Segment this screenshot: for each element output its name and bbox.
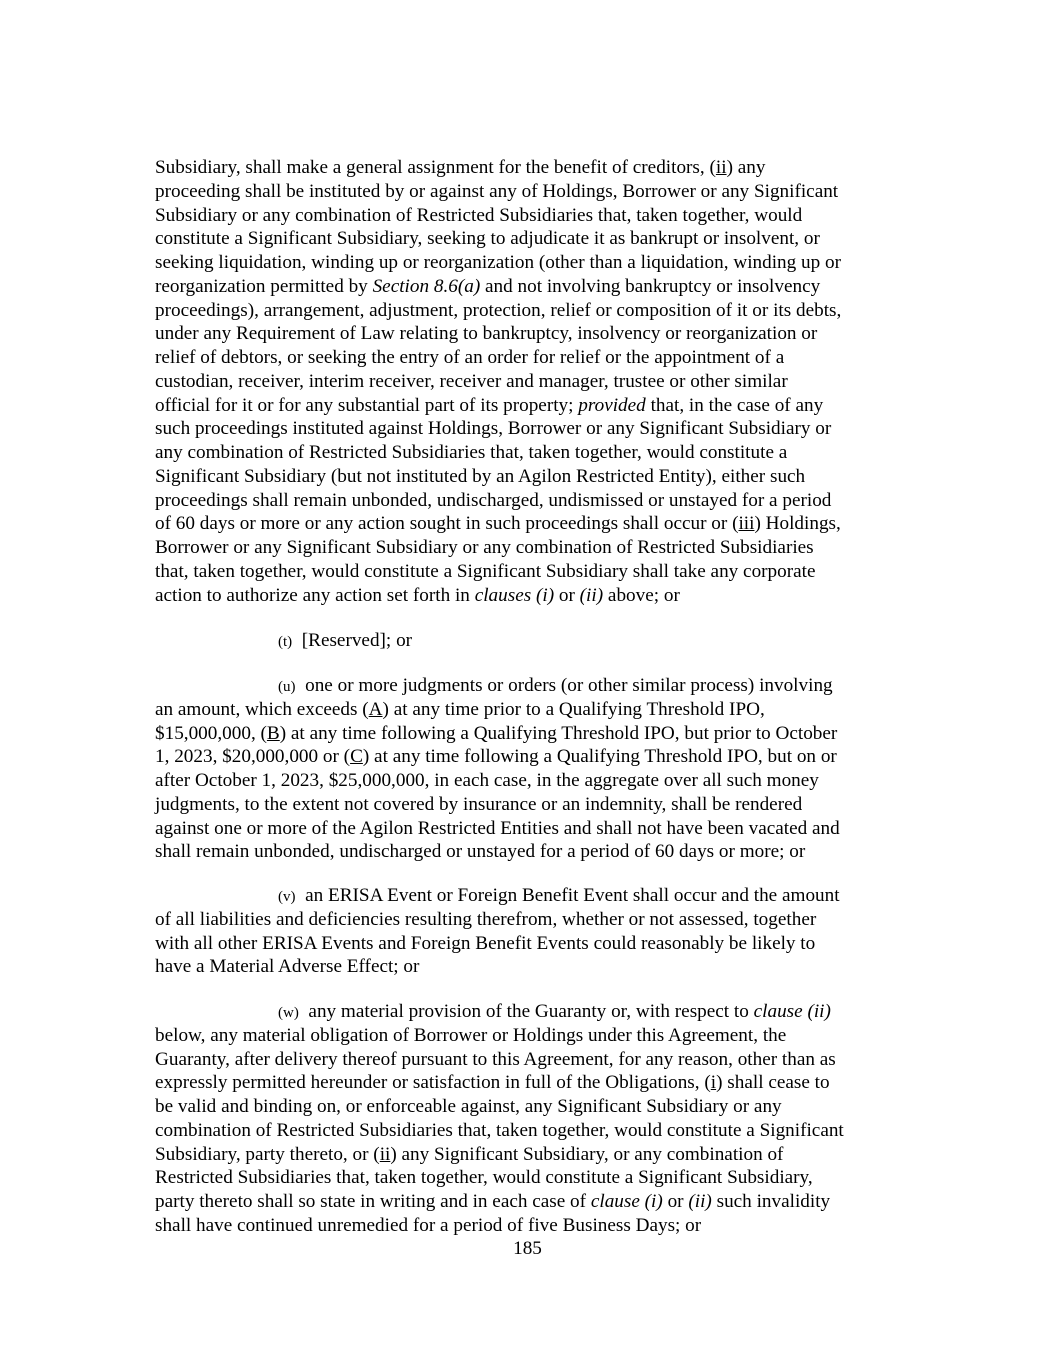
text-run: Guaranty, after delivery thereof pursuant to this Agreement, for any reason, other than as bbox=[155, 1048, 836, 1070]
paragraph-continuation bbox=[155, 156, 841, 607]
clause-label: (t) bbox=[278, 634, 293, 650]
text-run: reorganization permitted by bbox=[155, 275, 373, 297]
text-run: party thereto shall so state in writing and in each case of bbox=[155, 1191, 591, 1212]
clause-label: (u) bbox=[278, 679, 296, 695]
text-run: expressly permitted hereunder or satisfaction in full of the Obligations, ( bbox=[155, 1072, 711, 1094]
text-run: official for it or for any substantial part of its property; bbox=[155, 394, 579, 416]
text-line bbox=[155, 584, 841, 608]
text-line bbox=[155, 465, 841, 489]
text-run: any material provision of the Guaranty or, with respect to bbox=[308, 1001, 754, 1022]
text-line bbox=[155, 370, 841, 394]
text-run: one or more judgments or orders (or other similar process) involving bbox=[305, 675, 833, 696]
text-line bbox=[155, 817, 840, 841]
text-line bbox=[155, 884, 840, 908]
text-run: Subsidiary or any combination of Restricted Subsidiaries that, taken together, would bbox=[155, 204, 803, 226]
text-line bbox=[155, 275, 841, 299]
clause-label: (v) bbox=[278, 889, 296, 905]
text-line bbox=[155, 840, 840, 864]
text-run: shall have continued unremedied for a period of five Business Days; or bbox=[155, 1214, 702, 1236]
text-run: Restricted Subsidiaries that, taken together, would constitute a Significant Subsidiary, bbox=[155, 1167, 813, 1189]
text-run: an amount, which exceeds ( bbox=[155, 698, 369, 720]
text-line bbox=[155, 1143, 844, 1167]
italic-text: clause (ii) bbox=[753, 1001, 831, 1022]
text-line bbox=[155, 322, 841, 346]
text-run: ) shall cease to bbox=[716, 1072, 830, 1094]
text-run: and not involving bankruptcy or insolvency bbox=[480, 275, 821, 297]
paragraph-clause-w bbox=[155, 1000, 844, 1238]
text-line bbox=[155, 745, 840, 769]
text-run: combination of Restricted Subsidiaries that, taken together, would constitute a Significant bbox=[155, 1119, 844, 1141]
text-line bbox=[155, 560, 841, 584]
italic-text: clauses (i) bbox=[474, 584, 555, 606]
text-line bbox=[155, 1000, 844, 1024]
text-run: ) at any time following a Qualifying Threshold IPO, but on or bbox=[362, 746, 837, 768]
text-line bbox=[155, 536, 841, 560]
text-line bbox=[155, 1214, 844, 1238]
text-run: proceedings), arrangement, adjustment, protection, relief or composition of it or its debts, bbox=[155, 299, 842, 321]
text-run: or bbox=[662, 1191, 689, 1212]
text-line bbox=[155, 629, 412, 653]
text-run: ) any bbox=[726, 157, 766, 178]
text-line bbox=[155, 512, 841, 536]
underlined-text: A bbox=[368, 698, 383, 720]
text-run: relief of debtors, or seeking the entry of an order for relief or the appointment of a bbox=[155, 347, 785, 368]
text-run: custodian, receiver, interim receiver, receiver and manager, trustee or other similar bbox=[155, 370, 788, 392]
text-line bbox=[155, 394, 841, 418]
text-line bbox=[155, 1024, 844, 1048]
text-run: Subsidiary, shall make a general assignment for the benefit of creditors, ( bbox=[155, 157, 716, 178]
text-run: ) at any time following a Qualifying Threshold IPO, but prior to October bbox=[279, 722, 838, 744]
text-line bbox=[155, 489, 841, 513]
text-line bbox=[155, 204, 841, 228]
text-line bbox=[155, 346, 841, 370]
text-line bbox=[155, 227, 841, 251]
text-run: proceeding shall be instituted by or against any of Holdings, Borrower or any Significant bbox=[155, 180, 839, 202]
text-run: constitute a Significant Subsidiary, seeking to adjudicate it as bankrupt or insolvent, or bbox=[155, 228, 820, 250]
text-run: Subsidiary, party thereto, or ( bbox=[155, 1143, 380, 1165]
text-run: any combination of Restricted Subsidiaries that, taken together, would constitute a bbox=[155, 442, 788, 463]
text-run: with all other ERISA Events and Foreign Benefit Events could reasonably be likely to bbox=[155, 932, 816, 954]
text-run: that, in the case of any bbox=[645, 394, 824, 416]
text-run: or bbox=[554, 584, 580, 606]
italic-text: Section 8.6(a) bbox=[372, 275, 481, 297]
text-line bbox=[155, 1119, 844, 1143]
text-run: shall remain unbonded, undischarged or unstayed for a period of 60 days or more; or bbox=[155, 841, 806, 863]
text-line bbox=[155, 156, 841, 180]
text-run: above; or bbox=[603, 584, 680, 606]
text-run: under any Requirement of Law relating to bankruptcy, insolvency or reorganization or bbox=[155, 323, 818, 345]
text-run: such invalidity bbox=[711, 1191, 831, 1212]
text-run: an ERISA Event or Foreign Benefit Event shall occur and the amount bbox=[305, 885, 840, 906]
paragraph-clause-u bbox=[155, 674, 840, 864]
text-run: below, any material obligation of Borrower or Holdings under this Agreement, the bbox=[155, 1024, 787, 1046]
text-line bbox=[155, 441, 841, 465]
page-number: 185 bbox=[513, 1238, 542, 1259]
text-line bbox=[155, 932, 840, 956]
text-run: after October 1, 2023, $25,000,000, in each case, in the aggregate over all such money bbox=[155, 770, 819, 791]
italic-text: clause (i) bbox=[590, 1191, 663, 1212]
text-line bbox=[155, 1190, 844, 1214]
text-line bbox=[155, 908, 840, 932]
text-run: ) any Significant Subsidiary, or any combination of bbox=[390, 1143, 784, 1165]
underlined-text: C bbox=[350, 746, 363, 768]
underlined-text: B bbox=[266, 722, 280, 744]
text-run: 1, 2023, $20,000,000 or ( bbox=[155, 746, 351, 768]
text-line bbox=[155, 955, 840, 979]
text-run: ) at any time prior to a Qualifying Threshold IPO, bbox=[382, 698, 765, 720]
text-line bbox=[155, 1048, 844, 1072]
italic-text: (ii) bbox=[579, 584, 604, 606]
text-run: Significant Subsidiary (but not instituted by an Agilon Restricted Entity), either such bbox=[155, 465, 806, 487]
text-line bbox=[155, 251, 841, 275]
text-line bbox=[155, 180, 841, 204]
text-run: against one or more of the Agilon Restricted Entities and shall not have been vacated and bbox=[155, 817, 840, 839]
text-line bbox=[155, 722, 840, 746]
italic-text: provided bbox=[578, 394, 646, 416]
text-run: $15,000,000, ( bbox=[155, 722, 267, 744]
text-run: have a Material Adverse Effect; or bbox=[155, 956, 420, 978]
text-line bbox=[155, 769, 840, 793]
text-line bbox=[155, 417, 841, 441]
underlined-text: iii bbox=[738, 513, 755, 535]
paragraph-clause-t bbox=[155, 629, 412, 653]
text-line bbox=[155, 1095, 844, 1119]
text-run: seeking liquidation, winding up or reorganization (other than a liquidation, winding up or bbox=[155, 252, 841, 273]
text-run: ) Holdings, bbox=[754, 513, 841, 535]
text-run: of 60 days or more or any action sought in such proceedings shall occur or ( bbox=[155, 513, 739, 535]
paragraph-clause-v bbox=[155, 884, 840, 979]
text-line bbox=[155, 1071, 844, 1095]
text-run: proceedings shall remain unbonded, undischarged, undismissed or unstayed for a period bbox=[155, 489, 832, 511]
text-run: [Reserved]; or bbox=[301, 630, 413, 651]
text-run: be valid and binding on, or enforceable against, any Significant Subsidiary or any bbox=[155, 1096, 782, 1117]
clause-label: (w) bbox=[278, 1005, 299, 1021]
italic-text: (ii) bbox=[688, 1191, 712, 1212]
text-line bbox=[155, 299, 841, 323]
text-line bbox=[155, 674, 840, 698]
text-line bbox=[155, 1166, 844, 1190]
text-run: judgments, to the extent not covered by insurance or an indemnity, shall be rendered bbox=[155, 793, 803, 815]
text-line bbox=[155, 793, 840, 817]
text-run: such proceedings instituted against Holdings, Borrower or any Significant Subsidiary or bbox=[155, 418, 832, 440]
underlined-text: ii bbox=[379, 1143, 391, 1165]
text-run: that, taken together, would constitute a Significant Subsidiary shall take any corporate bbox=[155, 560, 816, 582]
text-run: of all liabilities and deficiencies resulting therefrom, whether or not assessed, together bbox=[155, 908, 817, 930]
underlined-text: i bbox=[710, 1072, 717, 1094]
text-line bbox=[155, 698, 840, 722]
text-run: action to authorize any action set forth in bbox=[155, 584, 475, 606]
underlined-text: ii bbox=[715, 157, 727, 178]
text-run: Borrower or any Significant Subsidiary or any combination of Restricted Subsidiaries bbox=[155, 537, 814, 558]
